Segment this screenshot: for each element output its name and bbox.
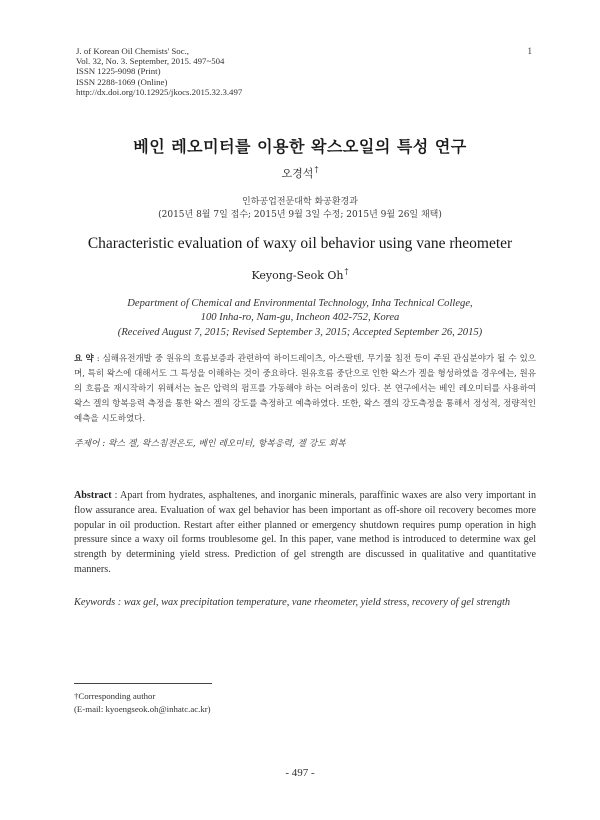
issn-online: ISSN 2288-1069 (Online) [76,76,168,87]
korean-title: 베인 레오미터를 이용한 왁스오일의 특성 연구 [133,137,467,156]
doi-link[interactable]: http://dx.doi.org/10.12925/jkocs.2015.32.3.497 [76,86,243,97]
footnote-line1 [74,690,211,703]
english-dates: (Received August 7, 2015; Revised September 3, 2015; Accepted September 26, 2015) [117,326,483,338]
korean-author-name: 오경석 [281,167,314,180]
korean-abstract [74,352,536,427]
page-corner-number: 1 [527,46,532,56]
english-author-name: Keyong-Seok Oh [251,269,344,282]
english-abstract-label: Abstract [74,490,112,501]
korean-affiliation [0,196,600,222]
footnote-divider [74,683,212,684]
english-title: Characteristic evaluation of waxy oil behavior using vane rheometer [87,235,513,252]
english-abstract-text: Apart from hydrates, asphaltenes, and inorganic minerals, paraffinic waxes are also very important in flow assurance area. Evaluation of wax gel behavior has been important as off-shore oil recovery becomes more popular in oil production. Restart after either planned or emergency shutdown requires pump operation in high pressure since a waxy oil forms troublesome gel. In this paper, vane method is introduced to determine wax gel strength by determining yield stress. Prediction of gel strength are discussed in qualitative and quantitative manners. [74,490,536,575]
footnote-text: Corresponding author [78,691,156,701]
journal-volume: Vol. 32, No. 3. September, 2015. 497~504 [76,56,225,67]
korean-abstract-separator: : [93,354,103,364]
corresponding-mark: † [314,165,319,175]
english-keywords-text: wax gel, wax precipitation temperature, vane rheometer, yield stress, recovery of gel strength [123,597,511,608]
english-keywords-separator: : [115,597,124,608]
journal-name: J. of Korean Oil Chemists' Soc., [76,46,190,56]
english-affiliation [0,297,600,340]
footnote-email: (E-mail: kyoengseok.oh@inhatc.ac.kr) [74,703,211,714]
english-abstract-separator: : [111,490,120,501]
korean-keywords-separator: : [99,439,109,449]
english-abstract [74,489,536,578]
english-affiliation-line1: Department of Chemical and Environmental Technology, Inha Technical College, [127,298,473,309]
english-affiliation-line2: 100 Inha-ro, Nam-gu, Incheon 402-752, Korea [200,312,400,324]
korean-keywords-text: 왁스 겔, 왁스침전온도, 베인 레오미터, 항복응력, 겔 강도 회복 [108,439,346,449]
korean-author [0,165,600,181]
english-keywords [74,595,536,610]
footnote [74,690,211,715]
page-number: - 497 - [285,767,315,779]
corresponding-mark: † [344,267,349,277]
korean-keywords [74,436,536,449]
korean-keywords-label: 주제어 [74,439,100,449]
english-author [0,269,600,282]
issn-print: ISSN 1225-9098 (Print) [76,66,161,77]
korean-affiliation-name: 인하공업전문대학 화공환경과 [242,197,358,207]
korean-abstract-label: 요 약 [74,354,94,364]
english-keywords-label: Keywords [74,597,116,608]
korean-dates: (2015년 8월 7일 접수; 2015년 9월 3일 수정; 2015년 9월 26일 채택) [158,210,442,220]
footnote-mark: † [74,691,79,701]
journal-header [76,46,242,97]
korean-abstract-text: 심해유전개발 중 원유의 흐름보증과 관련하여 하이드레이츠, 아스팔텐, 무기물 침전 등이 주된 관심분야가 될 수 있으며, 특히 왁스에 대해서도 그 특성을 이해하는 것이 중요하다. 원유흐름 중단으로 인한 왁스가 겔을 형성하였을 경우에는, 원유의 흐름을 재시작하기 위해서는 높은 압력의 펌프를 가동해야 하는 어려움이 있다. 본 연구에서는 베인 레오미터를 사용하여 왁스 겔의 항복응력 측정을 통한 왁스 겔의 강도를 측정하고 예측하였다. 또한, 왁스 겔의 강도측정을 통해서 정성적, 정량적인 예측을 시도하였다. [74,354,536,424]
